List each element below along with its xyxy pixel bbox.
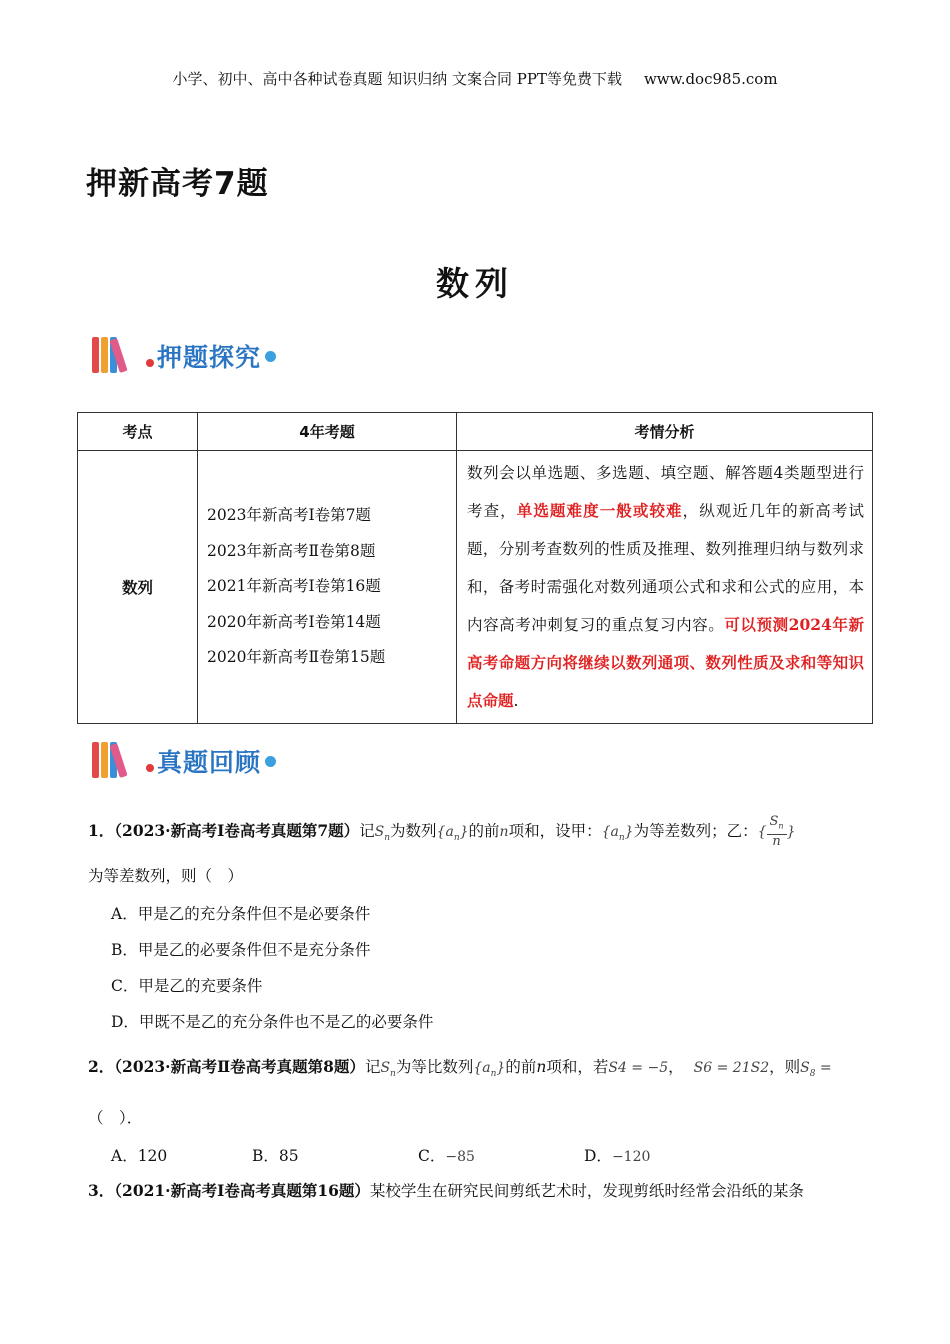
analysis-text: 数列会以单选题、多选题、填空题、解答题4类题型进行考查， bbox=[467, 464, 864, 520]
question-text: 为等比数列 bbox=[395, 1058, 474, 1076]
question-source: （2023·新高考Ⅱ卷高考真题第8题） bbox=[114, 1057, 365, 1076]
analysis-prediction: 可以预测2024年新高考命题方向将继续以数列通项、数列性质及求和等知识点命题 bbox=[467, 615, 864, 710]
dot-icon bbox=[146, 359, 154, 367]
dot-icon bbox=[146, 764, 154, 772]
page-header bbox=[0, 68, 950, 89]
dot-icon bbox=[265, 756, 276, 767]
header-site[interactable]: www.doc985.com bbox=[643, 70, 778, 88]
table-header-row bbox=[78, 413, 873, 451]
option-d[interactable]: D．甲既不是乙的充分条件也不是乙的必要条件 bbox=[111, 1013, 434, 1031]
question-text: ，则 bbox=[769, 1058, 801, 1076]
option-value: −85 bbox=[445, 1149, 475, 1165]
header-analysis: 考情分析 bbox=[457, 413, 873, 451]
table-row bbox=[78, 451, 873, 724]
exam-analysis-table bbox=[77, 412, 873, 724]
header-exams: 4年考题 bbox=[198, 413, 457, 451]
exam-item: 2020年新高考Ⅱ卷第15题 bbox=[207, 648, 386, 667]
option-b[interactable]: B．甲是乙的必要条件但不是充分条件 bbox=[111, 941, 371, 959]
page-title: 押新高考7题 bbox=[86, 166, 269, 202]
topic-cell: 数列 bbox=[78, 451, 198, 724]
question-number: 2． bbox=[88, 1057, 115, 1076]
exam-item: 2021年新高考Ⅰ卷第16题 bbox=[207, 577, 381, 596]
exam-item: 2020年新高考Ⅰ卷第14题 bbox=[207, 612, 381, 631]
exams-cell bbox=[198, 451, 457, 724]
math-brace: } bbox=[786, 823, 796, 840]
math-condition-2: S6 = 21S2 bbox=[693, 1060, 770, 1076]
math-s8: $S_8$ = bbox=[800, 1060, 832, 1079]
question-number: 1． bbox=[88, 820, 115, 840]
question-text: 为数列 bbox=[390, 821, 437, 840]
question-1-line2: 为等差数列，则（ ） bbox=[88, 867, 244, 885]
section-label: 押题探究 bbox=[157, 343, 262, 372]
math-an-seq: $\{a_n\}$ bbox=[473, 1060, 506, 1079]
question-2: 2．（2023·新高考Ⅱ卷高考真题第8题）记$S_n$为等比数列$\{a_n\}$的前n项和，若S4 = −5， S6 = 21S2，则$S_8$ = bbox=[88, 1057, 832, 1079]
option-label: C． bbox=[418, 1147, 446, 1165]
section-label: 真题回顾 bbox=[157, 748, 262, 777]
option-value: −120 bbox=[611, 1149, 651, 1165]
math-an-seq: $\{a_n\}$ bbox=[436, 823, 469, 843]
math-sn: $S_n$ bbox=[374, 823, 391, 843]
exam-item: 2023年新高考Ⅰ卷第7题 bbox=[207, 506, 371, 525]
math-an-seq: $\{a_n\}$ bbox=[601, 823, 634, 843]
analysis-text: ，纵观近几年的新高考试题，分别考查数列的性质及推理、数列推理归纳与数列求和，备考时需强化对数列通项公式和求和公式的应用，本内容高考冲刺复习的重点复习内容。 bbox=[467, 502, 864, 634]
math-n: n bbox=[499, 823, 509, 840]
math-sn-over-n: $\frac{S_n}{n}$ bbox=[767, 815, 787, 849]
math-brace: { bbox=[757, 823, 767, 840]
question-text: 记 bbox=[359, 821, 375, 840]
section-banner-explore bbox=[92, 335, 276, 377]
question-source: （2023·新高考Ⅰ卷高考真题第7题） bbox=[114, 820, 360, 840]
books-icon bbox=[92, 740, 144, 782]
math-condition-1: S4 = −5 bbox=[608, 1060, 669, 1076]
dot-icon bbox=[265, 351, 276, 362]
analysis-text: . bbox=[513, 692, 519, 710]
question-source: （2021·新高考Ⅰ卷高考真题第16题） bbox=[114, 1181, 370, 1200]
option-d[interactable] bbox=[584, 1144, 650, 1166]
math-n: n bbox=[536, 1058, 547, 1076]
option-c[interactable]: C．甲是乙的充要条件 bbox=[111, 977, 263, 995]
page-subtitle: 数列 bbox=[436, 264, 514, 303]
books-icon bbox=[92, 335, 144, 377]
section-banner-review bbox=[92, 740, 276, 782]
math-sn: $S_n$ bbox=[380, 1060, 396, 1079]
option-a[interactable]: A．120 bbox=[111, 1147, 168, 1165]
header-topic: 考点 bbox=[78, 413, 198, 451]
question-number: 3． bbox=[88, 1181, 115, 1200]
question-3 bbox=[88, 1181, 804, 1201]
option-c[interactable] bbox=[418, 1144, 475, 1166]
question-2-line2: （ ）． bbox=[88, 1109, 143, 1127]
question-text: 某校学生在研究民间剪纸艺术时，发现剪纸时经常会沿纸的某条 bbox=[369, 1182, 804, 1200]
analysis-highlight: 单选题难度一般或较难 bbox=[516, 501, 683, 520]
option-label: D． bbox=[584, 1147, 612, 1165]
question-text: 的前 bbox=[468, 821, 500, 840]
header-text: 小学、初中、高中各种试卷真题 知识归纳 文案合同 PPT等免费下载 bbox=[172, 70, 622, 88]
exam-item: 2023年新高考Ⅱ卷第8题 bbox=[207, 541, 376, 560]
question-text: 项和，设甲： bbox=[508, 821, 602, 840]
question-text: 为等差数列；乙： bbox=[633, 821, 758, 840]
analysis-cell bbox=[457, 451, 873, 724]
option-b[interactable]: B．85 bbox=[252, 1147, 299, 1165]
option-a[interactable]: A．甲是乙的充分条件但不是必要条件 bbox=[111, 905, 371, 923]
question-text: 的前 bbox=[505, 1058, 537, 1076]
question-text: 项和，若 bbox=[546, 1058, 609, 1076]
question-1 bbox=[88, 815, 796, 849]
question-text: 记 bbox=[364, 1058, 381, 1076]
